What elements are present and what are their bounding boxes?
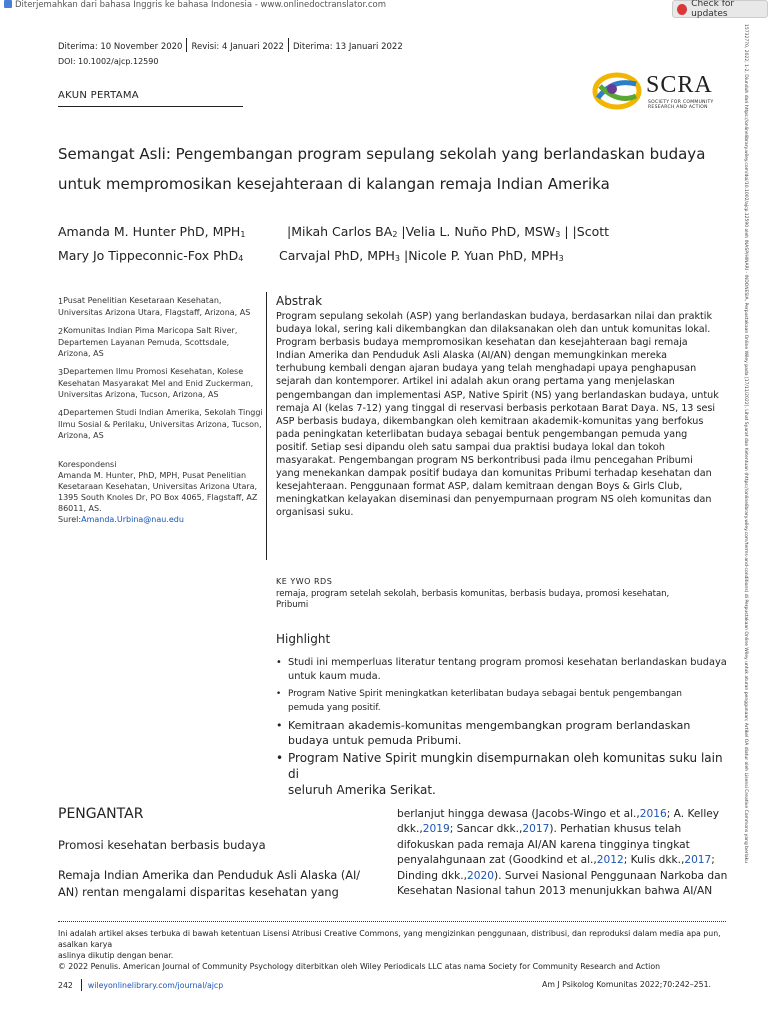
author-line-2	[58, 245, 243, 270]
highlight-item	[276, 687, 736, 715]
author-affiliation-mark: 3	[555, 230, 561, 239]
divider	[288, 38, 289, 52]
intro-right-text	[397, 807, 727, 899]
correspondence-email	[58, 514, 263, 525]
affiliation-line: Universitas Arizona, Tucson, Arizona, AS	[58, 390, 219, 399]
body-line	[397, 822, 727, 837]
affiliation-line: Departemen Studi Indian Amerika, Sekolah Tinggi	[63, 408, 263, 417]
affiliations	[58, 295, 263, 448]
keywords-label: KE YWO RDS	[276, 577, 333, 586]
author-affiliation-mark: 2	[392, 230, 398, 239]
abstract-body	[276, 310, 726, 520]
author-affiliation-mark: 1	[240, 230, 246, 239]
divider	[186, 38, 187, 52]
affiliation	[58, 325, 263, 359]
logo-subtitle: RESEARCH AND ACTION	[648, 105, 708, 110]
highlight-item	[276, 656, 736, 684]
author-name[interactable]: | |Scott	[564, 224, 610, 239]
revised-date: Revisi: 4 Januari 2022	[191, 42, 284, 52]
author-name[interactable]: Amanda M. Hunter PhD, MPH	[58, 224, 241, 239]
affiliation	[58, 366, 263, 400]
text-run: ; Sancar dkk.,	[449, 823, 523, 836]
abstract-line: organisasi suku.	[276, 507, 354, 519]
crossmark-icon	[677, 4, 687, 15]
highlight-item	[276, 750, 736, 798]
citation-link[interactable]: 2019	[422, 823, 450, 836]
abstract-line: ASP berbasis budaya, dikembangkan oleh kemitraan akademik-komunitas yang berfokus	[276, 415, 704, 427]
abstract	[276, 294, 726, 520]
journal-citation: Am J Psikolog Komunitas 2022;70:242–251.	[542, 980, 712, 989]
scra-logo-icon	[592, 70, 642, 112]
translation-notice[interactable]	[4, 0, 386, 10]
text-run: ; A. Kelley	[666, 808, 720, 820]
affiliation	[58, 407, 263, 441]
keywords-line: Pribumi	[276, 600, 309, 610]
body-line	[397, 869, 727, 884]
side-download-text: 15732770, 2022, 1-2, Diunduh dari https://onlinelibrary.wiley.com/doi/10.1002/ajcp.12590 oleh INASP/HINARI - INDONESIA, Perpustakaan Online Wiley pada [17/11/2022]. Lihat Syarat dan Ketentuan (https://onlinelibrary.wiley.com/terms-and-conditions) di Perpustakaan Online Wiley untuk aturan penggunaan; Artikel OA diatur oleh Lisensi Creative Commons yang berlaku	[743, 24, 748, 863]
abstract-heading: Abstrak	[276, 294, 323, 308]
abstract-line: Program sepulang sekolah (ASP) yang berlandaskan budaya, berdasarkan nilai dan praktik	[276, 311, 712, 322]
author-name[interactable]: |Nicole P. Yuan PhD, MPH	[404, 248, 559, 263]
text-run: Dinding dkk.,	[397, 869, 468, 882]
highlight-line: seluruh Amerika Serikat.	[288, 783, 436, 797]
citation-link[interactable]: 2017	[684, 854, 712, 867]
affiliation-line: Ilmu Sosial & Perilaku, Universitas Arizona, Tucson,	[58, 420, 262, 429]
highlights-list	[276, 656, 736, 798]
highlight-item	[276, 718, 736, 748]
intro-left-text	[58, 868, 368, 901]
article-type-label: AKUN PERTAMA	[58, 90, 139, 101]
author-affiliation-mark: 3	[558, 254, 564, 263]
affiliation-mark: 2	[58, 327, 64, 336]
article-dates	[58, 38, 403, 52]
affiliation-line: Kesehatan Masyarakat Mel and Enid Zuckerman,	[58, 379, 254, 388]
body-line: Kesehatan Nasional tahun 2013 menunjukkan bahwa AI/AN	[397, 885, 713, 898]
abstract-line: remaja AI (kelas 7-12) yang tinggal di reservasi berbasis perkotaan Barat Daya. NS, 13 sesi	[276, 402, 716, 414]
affiliation-line: Arizona, AS	[58, 431, 104, 440]
affiliation-line: Komunitas Indian Pima Maricopa Salt River,	[63, 326, 238, 335]
highlight-line: Program Native Spirit mungkin disempurnakan oleh komunitas suku lain di	[288, 751, 723, 781]
body-line	[397, 807, 727, 822]
copyright-line: © 2022 Penulis. American Journal of Community Psychology diterbitkan oleh Wiley Periodicals LLC atas nama Society for Community Research and Action	[58, 962, 661, 971]
title-line: untuk mempromosikan kesejahteraan di kalangan remaja Indian Amerika	[58, 175, 610, 193]
check-updates-label: Check for updates	[691, 0, 735, 19]
author-line-1	[58, 221, 245, 246]
text-run: ). Perhatian khusus telah	[549, 823, 682, 836]
logo-name: SCRA	[646, 72, 713, 98]
text-run: ;	[711, 854, 715, 867]
highlight-line: Kemitraan akademis-komunitas mengembangkan program berlandaskan	[288, 719, 691, 732]
correspondence	[58, 459, 263, 525]
citation-link[interactable]: 2020	[467, 869, 494, 882]
abstract-line: yang menekankan dampak positif budaya dan komunitas Pribumi terhadap kesehatan dan	[276, 468, 712, 480]
doi[interactable]: DOI: 10.1002/ajcp.12590	[58, 57, 159, 66]
affiliation-line: Pusat Penelitian Kesetaraan Kesehatan,	[63, 296, 222, 305]
citation-link[interactable]: 2017	[522, 823, 550, 836]
subsection-heading: Promosi kesehatan berbasis budaya	[58, 838, 266, 852]
affiliation-line: Universitas Arizona Utara, Flagstaff, Arizona, AS	[58, 308, 251, 317]
abstract-line: Indian Amerika dan Penduduk Asli Alaska (AI/AN) dengan memungkinkan mereka	[276, 350, 668, 362]
page-footer	[58, 979, 223, 991]
body-line: AN) rentan mengalami disparitas kesehatan yang	[58, 885, 339, 899]
abstract-line: kesejahteraan. Penggunaan format ASP, dalam kemitraan dengan Boys & Girls Club,	[276, 481, 683, 493]
correspondence-label: Korespondensi	[58, 460, 117, 469]
author-line-2b	[279, 245, 564, 270]
license-line: aslinya dikutip dengan benar.	[58, 951, 174, 960]
text-run: dkk.,	[397, 823, 423, 836]
article-title	[58, 139, 705, 199]
body-line: Remaja Indian Amerika dan Penduduk Asli Alaska (AI/	[58, 869, 361, 882]
citation-link[interactable]: 2012	[596, 854, 624, 867]
author-name[interactable]: Carvajal PhD, MPH	[279, 248, 395, 263]
email-link[interactable]: Amanda.Urbina@nau.edu	[81, 515, 184, 524]
highlight-line: Studi ini memperluas literatur tentang program promosi kesehatan berlandaskan budaya	[288, 657, 727, 668]
abstract-line: pengembangan dan implementasi ASP, Native Spirit (NS) yang berlandaskan budaya, untuk	[276, 389, 719, 401]
email-label: Surel:	[58, 515, 82, 524]
citation-link[interactable]: 2016	[639, 808, 667, 820]
scra-logo[interactable]	[592, 70, 722, 112]
translation-notice-text: Diterjemahkan dari bahasa Inggris ke bahasa Indonesia - www.onlinedoctranslator.com	[15, 0, 387, 10]
journal-url-link[interactable]: wileyonlinelibrary.com/journal/ajcp	[87, 981, 224, 990]
keywords	[276, 577, 726, 611]
abstract-line: sejarah dan kontemporer. Artikel ini adalah akun orang pertama yang menjelaskan	[276, 376, 675, 388]
translate-icon	[4, 0, 12, 8]
abstract-line: meningkatkan kelayakan diseminasi dan penyempurnaan program NS oleh komunitas dan	[276, 494, 712, 506]
author-affiliation-mark: 4	[238, 254, 244, 263]
footer-divider	[58, 921, 726, 922]
page-number: 242	[58, 981, 73, 990]
highlight-line: Program Native Spirit meningkatkan keterlibatan budaya sebagai bentuk pengembangan	[288, 689, 682, 699]
affiliation-mark: 1	[58, 297, 64, 306]
accepted-date: Diterima: 13 Januari 2022	[292, 42, 403, 52]
correspondence-line: Kesetaraan Kesehatan, Universitas Arizona Utara,	[58, 482, 258, 491]
affiliation-line: Arizona, AS	[58, 349, 104, 358]
correspondence-line: Amanda M. Hunter, PhD, MPH, Pusat Penelitian	[58, 471, 247, 480]
section-rule	[58, 106, 243, 107]
highlight-line: untuk kaum muda.	[288, 671, 381, 682]
body-line: difokuskan pada remaja AI/AN karena tingginya tingkat	[397, 838, 690, 851]
author-line-1b	[287, 221, 609, 246]
author-name[interactable]: Mary Jo Tippeconnic-Fox PhD	[58, 248, 239, 263]
affiliation-mark: 4	[58, 409, 64, 418]
highlight-line: budaya untuk pemuda Pribumi.	[288, 734, 462, 747]
section-heading: PENGANTAR	[58, 806, 144, 822]
logo-subtitle: SOCIETY FOR COMMUNITY	[648, 100, 714, 105]
affiliation-mark: 3	[58, 368, 64, 377]
affiliation-line: Departemen Layanan Pemuda, Scottsdale,	[58, 338, 230, 347]
author-affiliation-mark: 3	[394, 254, 401, 263]
text-run: penyalahgunaan zat (Goodkind et al.,	[397, 854, 597, 867]
text-run: ; Kulis dkk.,	[623, 854, 685, 867]
text-run: berlanjut hingga dewasa (Jacobs-Wingo et al.,	[397, 808, 640, 820]
check-updates-button[interactable]	[672, 0, 768, 18]
license-line: Ini adalah artikel akses terbuka di bawah ketentuan Lisensi Atribusi Creative Commons, yang mengizinkan penggunaan, distribusi, dan reproduksi dalam media apa pun, asalkan karya	[58, 929, 721, 949]
affiliation-line: Departemen Ilmu Promosi Kesehatan, Kolese	[63, 367, 244, 376]
keywords-line: remaja, program setelah sekolah, berbasis komunitas, berbasis budaya, promosi kesehatan,	[276, 589, 670, 599]
author-name[interactable]: |Mikah Carlos BA	[287, 224, 393, 239]
highlights-heading: Highlight	[276, 632, 331, 646]
abstract-line: Program berbasis budaya mempromosikan kesehatan dan kesejahteraan bagi remaja	[276, 337, 688, 349]
abstract-line: pada peningkatan keterlibatan budaya sebagai bentuk pengembangan pemuda yang	[276, 428, 688, 440]
title-line: Semangat Asli: Pengembangan program sepulang sekolah yang berlandaskan budaya	[58, 145, 706, 163]
affiliation	[58, 295, 263, 318]
text-run: ). Survei Nasional Penggunaan Narkoba dan	[494, 869, 728, 882]
correspondence-line: 1395 South Knoles Dr, PO Box 4065, Flagstaff, AZ	[58, 493, 258, 502]
abstract-line: masyarakat. Pengembangan program NS berkontribusi pada ilmu pencegahan Pribumi	[276, 455, 693, 467]
received-date: Diterima: 10 November 2020	[58, 42, 183, 52]
highlight-line: pemuda yang positif.	[288, 703, 381, 713]
license-note	[58, 928, 748, 972]
correspondence-line: 86011, AS.	[58, 504, 102, 513]
side-download-notice	[738, 24, 752, 924]
abstract-rule	[266, 292, 267, 560]
abstract-line: budaya lokal, sering kali dikembangkan dan dilaksanakan oleh dan untuk komunitas lokal.	[276, 324, 711, 336]
abstract-line: terhubung kembali dengan ajaran budaya yang telah menghadapi upaya penghapusan	[276, 363, 697, 375]
abstract-line: positif. Setiap sesi dipandu oleh satu sampai dua praktisi budaya lokal dan tokoh	[276, 441, 666, 453]
translation-bar	[0, 0, 768, 12]
author-name[interactable]: |Velia L. Nuño PhD, MSW	[401, 224, 556, 239]
body-line	[397, 853, 727, 868]
divider	[81, 979, 82, 991]
